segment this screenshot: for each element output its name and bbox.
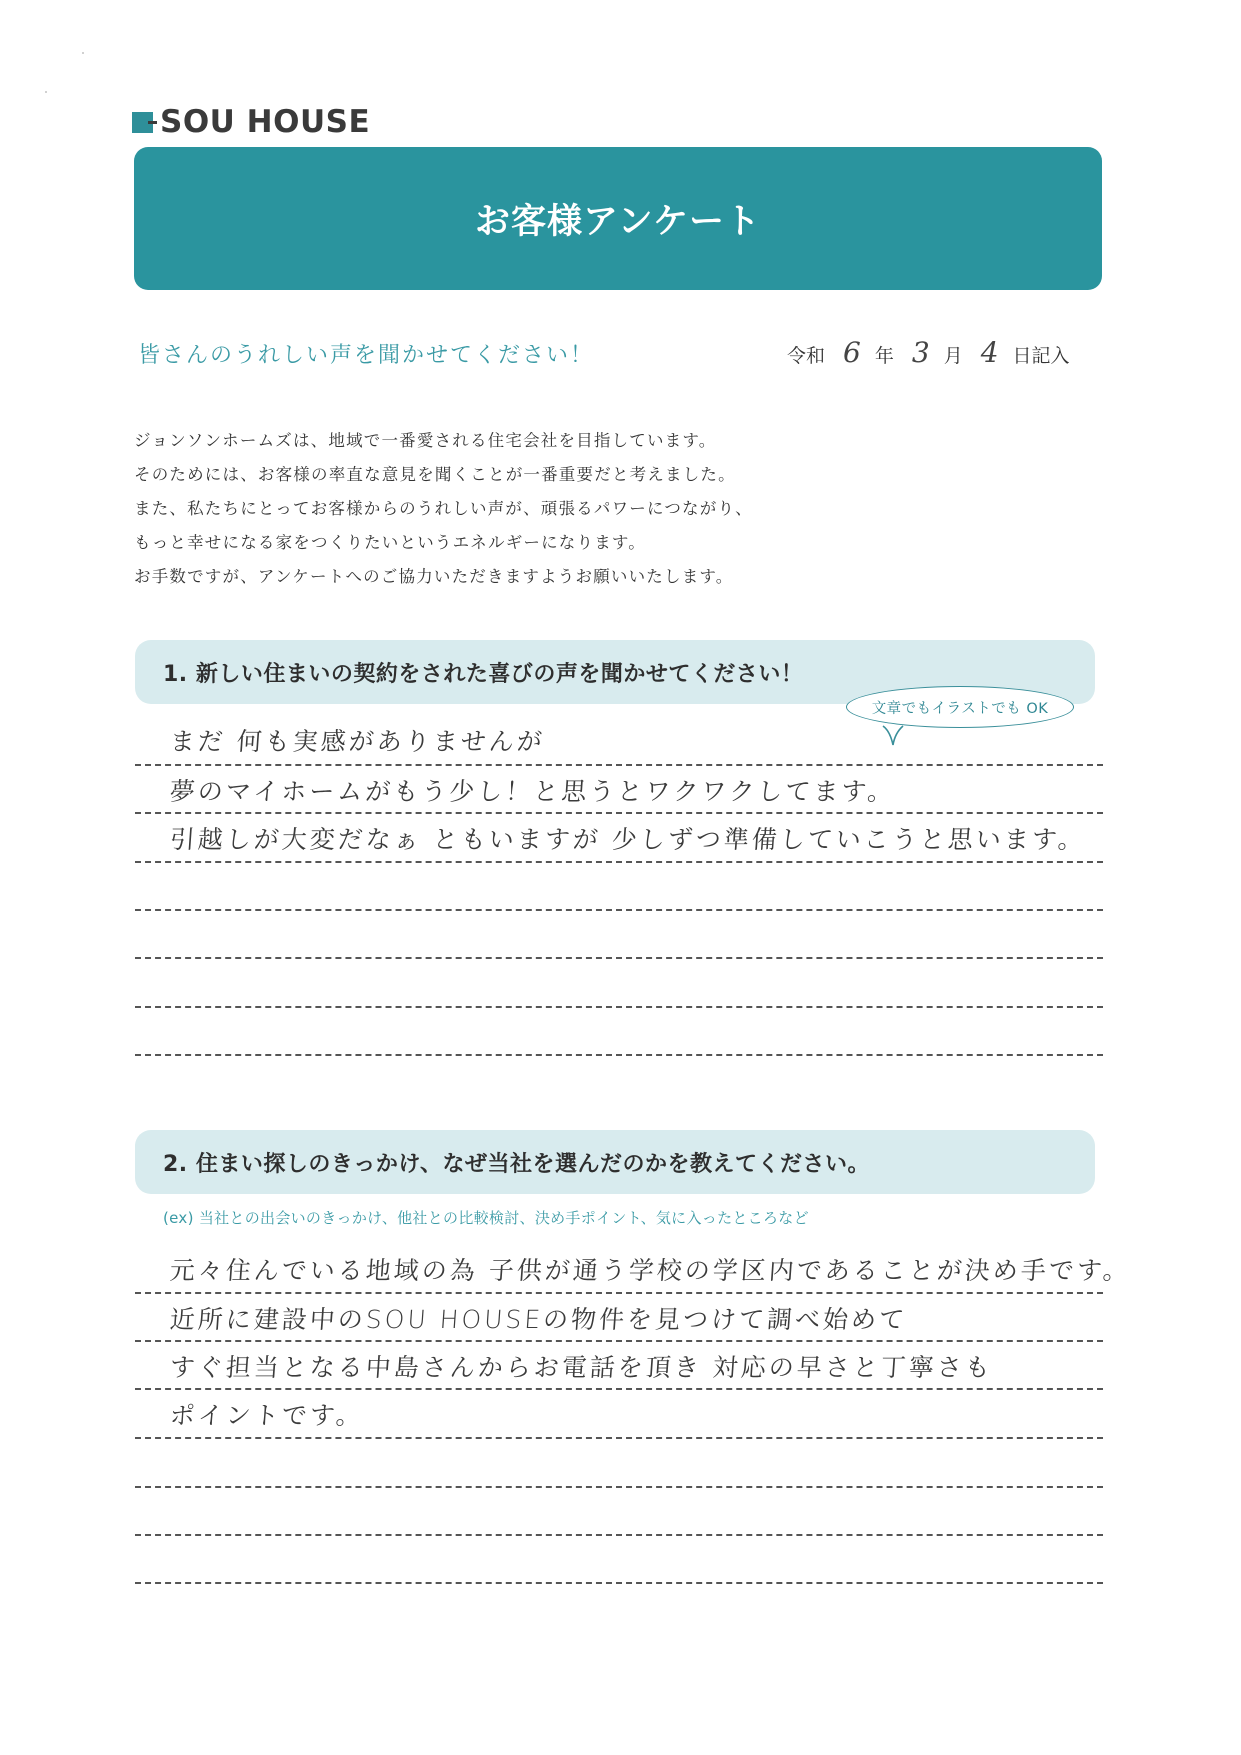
q1-answer-rule [135, 1054, 1103, 1056]
logo-text: SOU HOUSE [160, 104, 371, 140]
date-month-value[interactable]: 3 [911, 336, 930, 369]
date-year-label: 年 [874, 345, 894, 367]
lead-text: 皆さんのうれしい声を聞かせてください！ [138, 343, 595, 368]
question-2-hint: (ex) 当社との出会いのきっかけ、他社との比較検討、決め手ポイント、気に入ったところなど [163, 1209, 809, 1227]
page-title: お客様アンケート [475, 201, 761, 242]
q2-answer-line-2[interactable]: 近所に建設中のSOU HOUSEの物件を見つけて調べ始めて [168, 1305, 909, 1334]
speech-bubble-text: 文章でもイラストでも OK [871, 700, 1049, 717]
scan-speck [82, 52, 84, 54]
q2-answer-line-4[interactable]: ポイントです。 [168, 1401, 365, 1430]
intro-line: もっと幸せになる家をつくりたいというエネルギーになります。 [134, 533, 646, 552]
q1-answer-line-3[interactable]: 引越しが大変だなぁ ともいますが 少しずつ準備していこうと思います。 [168, 825, 1087, 854]
q2-answer-rule [135, 1292, 1103, 1294]
q1-answer-rule [135, 909, 1103, 911]
date-day-value[interactable]: 4 [980, 336, 999, 369]
q2-answer-line-3[interactable]: すぐ担当となる中島さんからお電話を頂き 対応の早さと丁寧さも [168, 1353, 994, 1382]
question-1-title: 1. 新しい住まいの契約をされた喜びの声を聞かせてください！ [163, 661, 804, 687]
q1-answer-rule [135, 1006, 1103, 1008]
intro-line: お手数ですが、アンケートへのご協力いただきますようお願いいたします。 [134, 567, 734, 586]
date-field [787, 336, 1070, 369]
q1-answer-rule [135, 812, 1103, 814]
intro-line: ジョンソンホームズは、地域で一番愛される住宅会社を目指しています。 [134, 431, 717, 450]
scan-speck [45, 91, 47, 93]
question-2-title: 2. 住まい探しのきっかけ、なぜ当社を選んだのかを教えてください。 [163, 1151, 870, 1177]
date-year-value[interactable]: 6 [843, 336, 861, 369]
q1-answer-line-2[interactable]: 夢のマイホームがもう少し！と思うとワクワクしてます。 [168, 777, 897, 806]
speech-bubble [846, 686, 1074, 728]
date-day-label: 日記入 [1012, 345, 1070, 367]
speech-bubble-tail-icon [882, 725, 904, 747]
q2-answer-rule [135, 1388, 1103, 1390]
q1-answer-rule [135, 764, 1103, 766]
q2-answer-rule [135, 1486, 1103, 1488]
date-era: 令和 [787, 345, 826, 367]
q2-answer-rule [135, 1340, 1103, 1342]
q2-answer-rule [135, 1534, 1103, 1536]
q1-answer-line-1[interactable]: まだ 何も実感がありませんが [168, 727, 546, 756]
logo-square-icon [132, 112, 153, 133]
title-banner [134, 147, 1102, 290]
brand-logo [132, 106, 370, 138]
date-month-label: 月 [943, 345, 963, 367]
question-2-heading [135, 1130, 1095, 1194]
q2-answer-line-1[interactable]: 元々住んでいる地域の為 子供が通う学校の学区内であることが決め手です。 [168, 1256, 1132, 1285]
intro-paragraph [134, 424, 834, 594]
q1-answer-rule [135, 861, 1103, 863]
q1-answer-rule [135, 957, 1103, 959]
q2-answer-rule [135, 1437, 1103, 1439]
q2-answer-rule [135, 1582, 1103, 1584]
intro-line: そのためには、お客様の率直な意見を聞くことが一番重要だと考えました。 [134, 465, 736, 484]
intro-line: また、私たちにとってお客様からのうれしい声が、頑張るパワーにつながり、 [134, 499, 753, 518]
